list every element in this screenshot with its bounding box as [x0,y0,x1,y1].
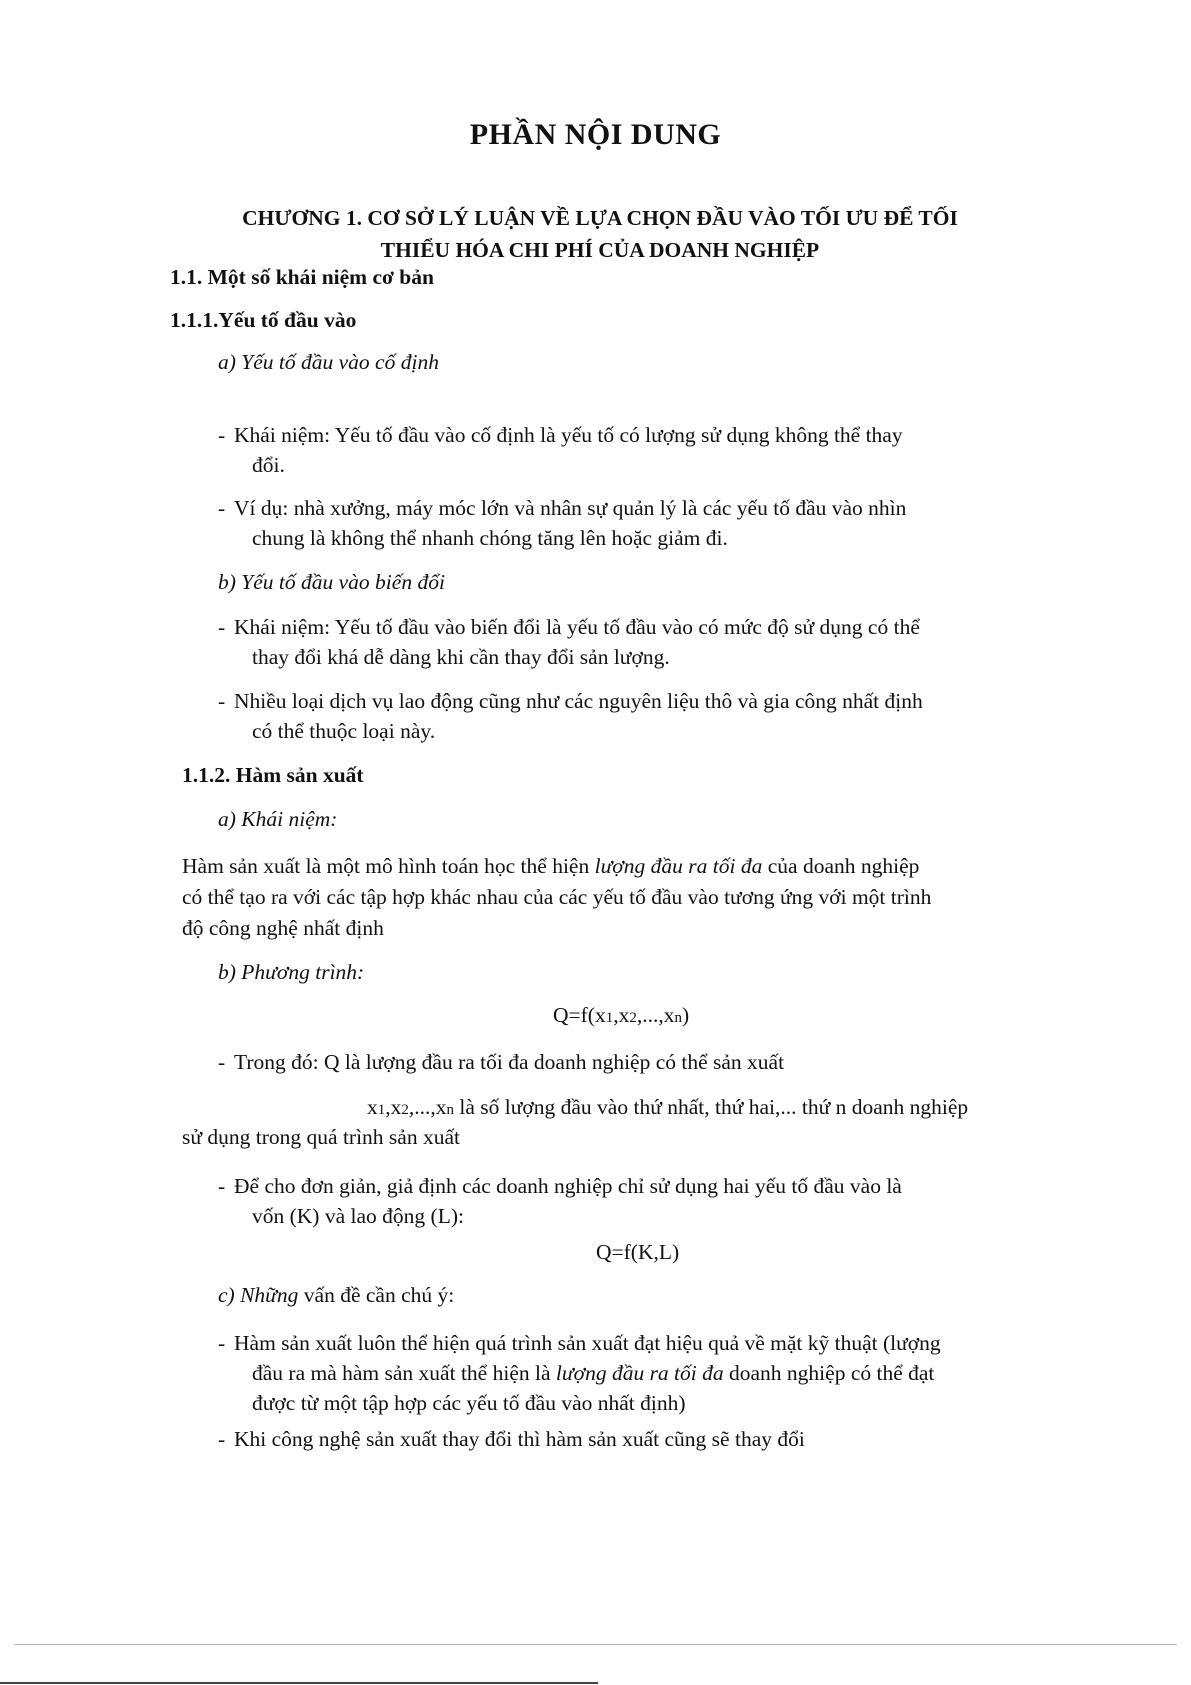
text-run: là số lượng đầu vào thứ nhất, thứ hai,... thứ n doanh nghiệp [454,1095,969,1119]
bullet-dash: - [218,1050,226,1074]
bullet-line: Khái niệm: Yếu tố đầu vào cố định là yếu tố có lượng sử dụng không thể thay [234,423,903,447]
subscript: 1 [605,1010,614,1026]
paragraph-line [182,851,1082,882]
bullet-line: Nhiều loại dịch vụ lao động cũng như các nguyên liệu thô và gia công nhất định [234,689,923,713]
bullet-fixed-example [218,493,1058,553]
text-run: Q=f(x [553,1003,606,1027]
page-title: PHẦN NỘI DUNG [469,118,722,151]
text-run: ) [681,1003,690,1027]
bullet-dash: - [218,1427,226,1451]
bullet-dash: - [218,1331,226,1355]
bullet-variable-definition [218,612,1058,672]
bullet-line: được từ một tập hợp các yếu tố đầu vào nhất định) [252,1391,686,1415]
two-input-equation: Q=f(K,L) [596,1240,680,1264]
text-run: đầu ra mà hàm sản xuất thể hiện là [252,1361,556,1385]
bullet-line: Hàm sản xuất luôn thể hiện quá trình sản xuất đạt hiệu quả về mặt kỹ thuật (lượng [234,1331,941,1355]
bullet-dash: - [218,496,226,520]
bullet-dash: - [218,689,226,713]
subheading-equation: b) Phương trình: [218,960,365,984]
bullet-fixed-definition [218,420,1058,480]
section-heading-1-1-1: 1.1.1.Yếu tố đầu vào [170,308,357,332]
emphasis-text: lượng đầu ra tối đa [555,1361,724,1385]
subscript: n [446,1102,454,1118]
concept-paragraph [182,851,1082,944]
text-run: Hàm sản xuất là một mô hình toán học thể hiện [182,854,595,878]
bullet-line [218,1358,1058,1388]
subheading-fixed-inputs: a) Yếu tố đầu vào cố định [218,350,439,374]
subscript: 2 [629,1010,637,1026]
bullet-line: đổi. [252,453,285,477]
footer-rule [0,1682,598,1684]
bullet-line: Trong đó: Q là lượng đầu ra tối đa doanh nghiệp có thể sản xuất [234,1050,785,1074]
paragraph-line: độ công nghệ nhất định [182,916,384,940]
subscript: 1 [377,1102,386,1118]
bullet-note-efficiency [218,1328,1058,1418]
text-run: của doanh nghiệp [762,854,920,878]
production-function-equation [553,1003,689,1028]
bullet-line: Để cho đơn giản, giả định các doanh nghiệp chỉ sử dụng hai yếu tố đầu vào là [234,1174,902,1198]
bullet-line: Ví dụ: nhà xưởng, máy móc lớn và nhân sự quản lý là các yếu tố đầu vào nhìn [234,496,907,520]
bullet-line: Khi công nghệ sản xuất thay đổi thì hàm sản xuất cũng sẽ thay đổi [234,1427,805,1451]
emphasis-text: lượng đầu ra tối đa [594,854,763,878]
bullet-line: vốn (K) và lao động (L): [252,1204,464,1228]
section-heading-1-1: 1.1. Một số khái niệm cơ bản [170,265,434,289]
text-run: ,...,x [636,1003,675,1027]
input-variables-line [367,1092,968,1126]
bullet-dash: - [218,423,226,447]
text-run: ,x [385,1095,402,1119]
input-variables-line2: sử dụng trong quá trình sản xuất [182,1125,460,1149]
bullet-variable-example [218,686,1058,746]
bullet-dash: - [218,615,226,639]
chapter-heading-line1: CHƯƠNG 1. CƠ SỞ LÝ LUẬN VỀ LỰA CHỌN ĐẦU VÀO TỐI ƯU ĐỂ TỐI [242,206,958,230]
subheading-variable-inputs: b) Yếu tố đầu vào biến đổi [218,570,445,594]
bullet-line: thay đổi khá dễ dàng khi cần thay đổi sản lượng. [252,645,670,669]
text-run: vấn đề cần chú ý: [298,1283,455,1307]
subscript: 2 [401,1102,409,1118]
text-run: x [367,1095,378,1119]
paragraph-line: có thể tạo ra với các tập hợp khác nhau của các yếu tố đầu vào tương ứng với một trình [182,885,932,909]
text-run: ,...,x [408,1095,447,1119]
text-run: ,x [613,1003,630,1027]
bullet-line: chung là không thể nhanh chóng tăng lên hoặc giảm đi. [252,526,728,550]
bullet-line: có thể thuộc loại này. [252,719,436,743]
emphasis-text: c) Những [218,1283,299,1307]
footer-divider [14,1644,1177,1645]
bullet-line: Khái niệm: Yếu tố đầu vào biến đổi là yếu tố đầu vào có mức độ sử dụng có thể [234,615,920,639]
text-run: doanh nghiệp có thể đạt [723,1361,935,1385]
bullet-dash: - [218,1174,226,1198]
chapter-heading [150,202,1050,266]
subscript: n [674,1010,682,1026]
subheading-concept: a) Khái niệm: [218,807,338,831]
bullet-simplify [218,1171,1058,1231]
chapter-heading-line2: THIỂU HÓA CHI PHÍ CỦA DOANH NGHIỆP [380,238,820,262]
bullet-note-technology [218,1424,1058,1454]
subheading-notes [218,1280,454,1311]
bullet-where [218,1047,1058,1077]
section-heading-1-1-2: 1.1.2. Hàm sản xuất [182,763,364,787]
